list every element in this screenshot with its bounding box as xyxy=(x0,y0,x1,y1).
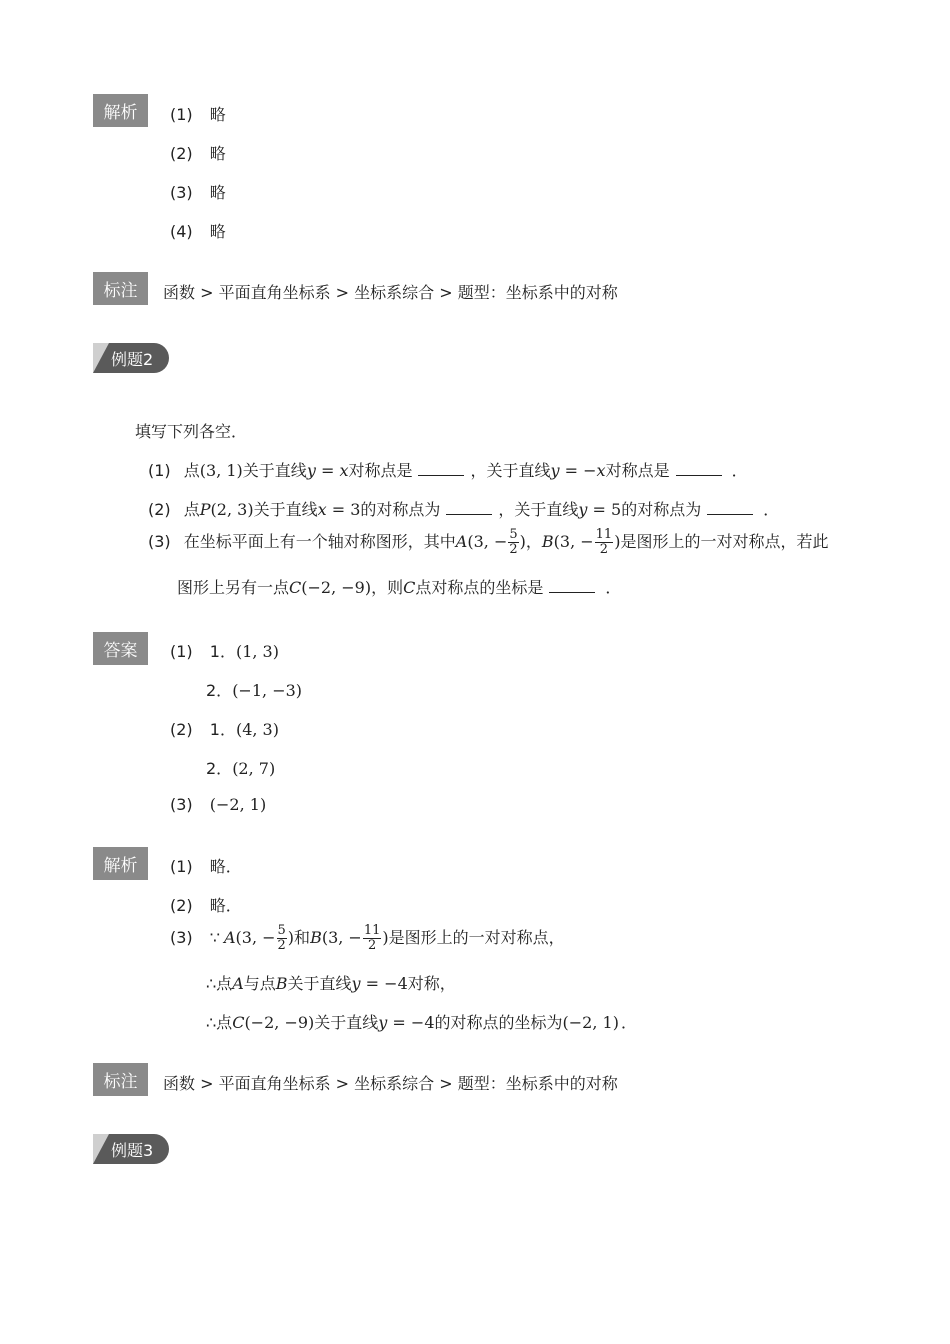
example-title: 例题3 xyxy=(111,1140,154,1160)
item-label: (2) xyxy=(170,144,193,163)
q-math: y xyxy=(550,461,560,480)
item-label: (2) xyxy=(170,896,193,915)
q-math: B xyxy=(310,928,322,947)
a-num: 1． xyxy=(209,720,236,739)
q-label: (2) xyxy=(148,500,171,519)
item-text: 略 xyxy=(209,183,226,202)
q-text: 点对称点的坐标是 xyxy=(415,578,544,597)
analysis-tag-2: 解析 xyxy=(93,847,148,880)
q-text: 在坐标平面上有一个轴对称图形，其中 xyxy=(183,532,456,551)
a-label: (3) xyxy=(170,795,193,814)
frac-num: 11 xyxy=(595,527,613,542)
q-math: P xyxy=(199,500,211,519)
item-label: (3) xyxy=(170,183,193,202)
item-label: (1) xyxy=(170,857,193,876)
question-3 xyxy=(148,528,828,557)
q-math: ) xyxy=(287,928,295,947)
q-math: B xyxy=(541,532,554,551)
note-tag-2: 标注 xyxy=(93,1063,148,1096)
analysis2-item-1 xyxy=(170,854,242,877)
q-math: = −4 xyxy=(387,1013,435,1032)
q-text: 对称点是 xyxy=(605,461,670,480)
q-math: (2, 3) xyxy=(210,500,254,519)
question-3-line-2 xyxy=(177,575,621,598)
analysis2-line-3 xyxy=(206,1010,637,1033)
a-value: (4, 3) xyxy=(235,720,279,739)
because-symbol: ∵ xyxy=(209,928,220,947)
item-label: (1) xyxy=(170,105,193,124)
a-value: (−1, −3) xyxy=(232,681,303,700)
q-math: (3, − xyxy=(235,928,276,947)
q-text: ． xyxy=(605,578,622,597)
q-text: 的对称点的坐标为 xyxy=(434,1013,563,1032)
item-text: 略． xyxy=(209,896,242,915)
item-label: (4) xyxy=(170,222,193,241)
a-num: 2． xyxy=(206,759,233,778)
note-tag: 标注 xyxy=(93,272,148,305)
answer-2-2 xyxy=(206,756,275,779)
q-text: ∴点 xyxy=(206,974,233,993)
q-math: A xyxy=(232,974,244,993)
a-value: (1, 3) xyxy=(235,642,279,661)
header-wedge xyxy=(93,1134,109,1164)
breadcrumb: 函数 > 平面直角坐标系 > 坐标系综合 > 题型：坐标系中的对称 xyxy=(163,283,618,302)
q-text: 关于直线 xyxy=(287,974,352,993)
q-text: ． xyxy=(763,500,780,519)
q-math: (−2, −9) xyxy=(301,578,372,597)
item-text: 略 xyxy=(209,144,226,163)
item-text: 略． xyxy=(209,857,242,876)
item-text: 略 xyxy=(209,222,226,241)
frac-den: 2 xyxy=(599,542,609,557)
q-text: 关于直线 xyxy=(314,1013,379,1032)
q-math: (−2, −9) xyxy=(244,1013,315,1032)
q-text: 关于直线 xyxy=(253,500,318,519)
q-math: x xyxy=(596,461,606,480)
q-math: C xyxy=(403,578,416,597)
q-text: ∴点 xyxy=(206,1013,233,1032)
q-text: 对称点是 xyxy=(348,461,413,480)
frac-num: 5 xyxy=(509,527,518,542)
q-text: ． xyxy=(620,1013,637,1032)
q-math: = 3 xyxy=(326,500,361,519)
q-math: (−2, 1) xyxy=(562,1013,619,1032)
q-text: 点 xyxy=(183,461,200,480)
q-math: x xyxy=(317,500,327,519)
q-math: C xyxy=(289,578,302,597)
frac-den: 2 xyxy=(277,938,286,953)
q-label: (3) xyxy=(148,532,171,551)
analysis2-line-2 xyxy=(206,971,456,994)
q-math: = 5 xyxy=(587,500,622,519)
answer-blank[interactable] xyxy=(549,578,595,593)
breadcrumb-2: 函数 > 平面直角坐标系 > 坐标系综合 > 题型：坐标系中的对称 xyxy=(163,1074,618,1093)
q-label: (1) xyxy=(148,461,171,480)
example-title: 例题2 xyxy=(111,349,154,369)
header-wedge xyxy=(93,343,109,373)
frac-num: 5 xyxy=(277,923,286,938)
fraction xyxy=(595,528,614,557)
a-label: (1) xyxy=(170,642,193,661)
analysis-item-1 xyxy=(170,102,226,125)
q-math: A xyxy=(223,928,236,947)
q-math: = − xyxy=(559,461,597,480)
q-math: C xyxy=(232,1013,245,1032)
q-text: 是图形上的一对对称点，若此 xyxy=(620,532,829,551)
q-math: y xyxy=(351,974,361,993)
a-value: (2, 7) xyxy=(232,759,276,778)
a-label: (2) xyxy=(170,720,193,739)
answer-blank[interactable] xyxy=(446,500,492,515)
example-3-header xyxy=(93,1134,169,1164)
q-text: ， xyxy=(525,532,542,551)
q-math: = xyxy=(315,461,340,480)
a-num: 2． xyxy=(206,681,233,700)
fraction xyxy=(277,924,287,953)
fraction xyxy=(363,924,382,953)
analysis-item-4 xyxy=(170,219,226,242)
answer-blank[interactable] xyxy=(418,461,464,476)
item-text: 略 xyxy=(209,105,226,124)
fraction xyxy=(508,528,518,557)
answer-1 xyxy=(170,639,279,662)
q-math: A xyxy=(455,532,468,551)
q-text: 点 xyxy=(183,500,200,519)
analysis-item-2 xyxy=(170,141,226,164)
q-math: y xyxy=(378,1013,388,1032)
q-math: (3, − xyxy=(467,532,508,551)
question-prompt: 填写下列各空． xyxy=(135,422,248,441)
analysis-item-3 xyxy=(170,180,226,203)
q-text: ，则 xyxy=(371,578,404,597)
frac-den: 2 xyxy=(509,542,518,557)
a-value: (−2, 1) xyxy=(209,795,267,814)
item-label: (3) xyxy=(170,928,193,947)
q-math: ) xyxy=(382,928,389,947)
q-math: (3, − xyxy=(321,928,362,947)
frac-den: 2 xyxy=(367,938,377,953)
q-math: (3, − xyxy=(553,532,594,551)
q-text: 关于直线 xyxy=(242,461,307,480)
q-text: ，关于直线 xyxy=(498,500,579,519)
question-1 xyxy=(148,458,748,481)
answer-blank[interactable] xyxy=(707,500,753,515)
q-text: 的对称点为 xyxy=(621,500,702,519)
q-text: 和 xyxy=(294,928,311,947)
analysis2-item-3 xyxy=(170,924,565,953)
answer-2 xyxy=(170,717,279,740)
q-math: x xyxy=(339,461,349,480)
q-math: ) xyxy=(519,532,526,551)
answer-1-2 xyxy=(206,678,302,701)
example-2-header xyxy=(93,343,169,373)
analysis-tag: 解析 xyxy=(93,94,148,127)
q-text: ，关于直线 xyxy=(470,461,551,480)
answer-blank[interactable] xyxy=(676,461,722,476)
answer-3 xyxy=(170,795,266,814)
q-math: y xyxy=(306,461,316,480)
analysis2-item-2 xyxy=(170,893,242,916)
a-num: 1． xyxy=(209,642,236,661)
q-math: = −4 xyxy=(360,974,408,993)
q-math: (3, 1) xyxy=(199,461,243,480)
q-text: 的对称点为 xyxy=(360,500,441,519)
q-text: ． xyxy=(731,461,748,480)
q-math: y xyxy=(578,500,588,519)
answer-tag: 答案 xyxy=(93,632,148,665)
q-text: 是图形上的一对对称点， xyxy=(388,928,565,947)
q-text: 对称， xyxy=(407,974,456,993)
q-math: B xyxy=(275,974,288,993)
q-text: 与点 xyxy=(243,974,276,993)
q-math: ) xyxy=(614,532,621,551)
frac-num: 11 xyxy=(363,923,381,938)
question-2 xyxy=(148,497,779,520)
q-text: 图形上另有一点 xyxy=(177,578,290,597)
